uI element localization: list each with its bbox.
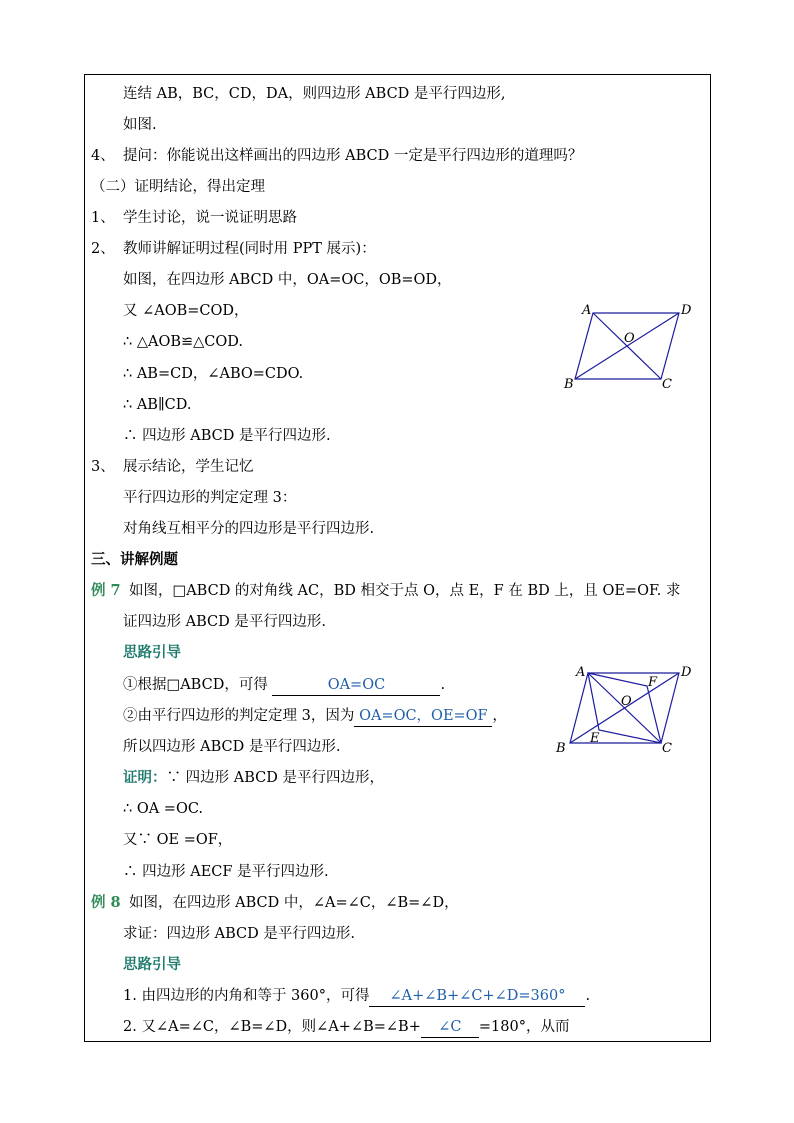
step-line-1: [123, 986, 590, 1007]
text-line: 如图.: [123, 117, 157, 133]
list-number: 4、: [91, 148, 115, 164]
vertex-label: D: [681, 303, 692, 318]
answer-blank: ∠C: [421, 1017, 479, 1038]
text-line: 教师讲解证明过程(同时用 PPT 展示)：: [123, 241, 376, 257]
hint-text: .: [440, 677, 446, 693]
answer-blank: OA=OC，OE=OF: [354, 706, 492, 727]
proof-label: 证明：: [123, 769, 167, 786]
step-text: 1. 由四边形的内角和等于 360°，可得: [123, 988, 370, 1004]
proof-line: [123, 768, 384, 788]
vertex-label: A: [582, 303, 592, 318]
vertex-label: E: [590, 731, 600, 746]
example-7-text: 如图，□ABCD 的对角线 AC，BD 相交于点 O，点 E，F 在 BD 上，且 OE=OF. 求: [129, 583, 681, 599]
example-8-label: 例 8: [91, 894, 121, 911]
hint-text: ①根据□ABCD，可得: [123, 677, 268, 693]
answer-blank: OA=OC: [272, 675, 440, 696]
example-8-text: 求证：四边形 ABCD 是平行四边形.: [123, 926, 355, 942]
vertex-label: C: [662, 377, 672, 392]
text-line: 连结 AB，BC，CD，DA，则四边形 ABCD 是平行四边形,: [123, 86, 506, 102]
proof-text: ∴ 四边形 AECF 是平行四边形.: [123, 864, 329, 880]
parallelogram-figure-1: [555, 300, 705, 400]
step-text: .: [585, 988, 591, 1004]
proof-text: 又∵ OE =OF，: [123, 832, 233, 848]
text-line: 提问：你能说出这样画出的四边形 ABCD 一定是平行四边形的道理吗？: [123, 148, 583, 164]
vertex-label: C: [662, 741, 672, 756]
text-line: ∴ AB∥CD.: [123, 397, 192, 413]
vertex-label: D: [681, 665, 692, 680]
section-heading: （二）证明结论，得出定理: [91, 179, 265, 195]
text-line: ∴ AB=CD，∠ABO=CDO.: [123, 366, 304, 382]
vertex-label: A: [576, 665, 586, 680]
proof-text: ∵ 四边形 ABCD 是平行四边形，: [166, 770, 384, 786]
step-line-2: [123, 1017, 569, 1038]
hint-text: 所以四边形 ABCD 是平行四边形.: [123, 739, 341, 755]
hint-line-1: [123, 675, 445, 696]
list-number: 3、: [91, 459, 115, 475]
vertex-label: O: [621, 694, 632, 709]
text-line: 学生讨论，说一说证明思路: [123, 210, 297, 226]
list-number: 2、: [91, 241, 115, 257]
example-7-label: 例 7: [91, 582, 121, 599]
parallelogram-figure-2: [550, 660, 700, 760]
text-line: 展示结论，学生记忆: [123, 459, 254, 475]
hint-text: ，: [492, 708, 507, 724]
theorem-text: 对角线互相平分的四边形是平行四边形.: [123, 521, 375, 537]
proof-text: ∴ OA =OC.: [123, 801, 204, 817]
text-line: 又 ∠AOB=COD，: [123, 303, 249, 319]
step-text: =180°，从而: [478, 1019, 570, 1035]
section-heading: 三、讲解例题: [91, 551, 178, 568]
hint-line-2: [123, 706, 507, 727]
hint-heading: 思路引导: [123, 956, 181, 973]
vertex-label: O: [624, 331, 635, 346]
text-line: ∴ △AOB≌△COD.: [123, 334, 244, 350]
answer-blank: ∠A+∠B+∠C+∠D=360°: [369, 986, 585, 1007]
text-line: 平行四边形的判定定理 3：: [123, 490, 297, 506]
vertex-label: B: [556, 741, 566, 756]
step-text: 2. 又∠A=∠C，∠B=∠D，则∠A+∠B=∠B+: [123, 1019, 421, 1035]
text-line: 如图，在四边形 ABCD 中，OA=OC，OB=OD，: [123, 272, 452, 288]
hint-text: ②由平行四边形的判定定理 3，因为: [123, 708, 355, 724]
example-8-text: 如图，在四边形 ABCD 中，∠A=∠C，∠B=∠D，: [129, 895, 459, 911]
list-number: 1、: [91, 210, 115, 226]
vertex-label: B: [564, 377, 574, 392]
text-line: ∴ 四边形 ABCD 是平行四边形.: [123, 428, 331, 444]
example-7-text: 证四边形 ABCD 是平行四边形.: [123, 614, 326, 630]
vertex-label: F: [648, 675, 658, 690]
hint-heading: 思路引导: [123, 644, 181, 661]
